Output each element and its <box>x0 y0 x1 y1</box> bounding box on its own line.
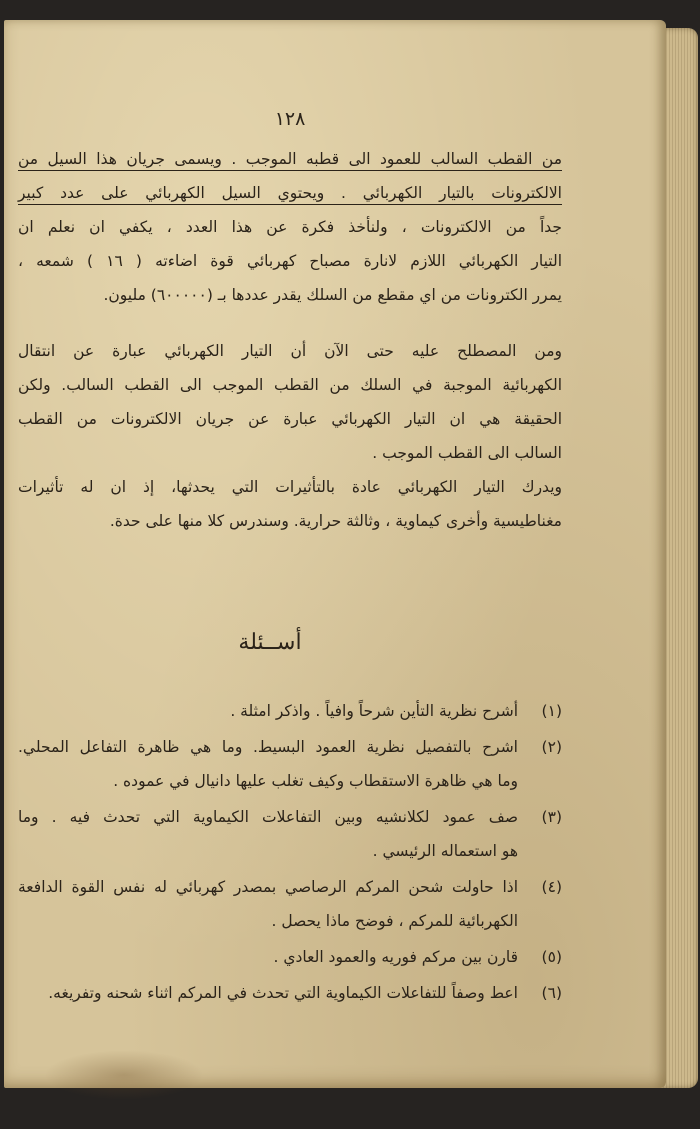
question-item <box>18 870 562 938</box>
paragraph-line: ومن المصطلح عليه حتى الآن أن التيار الكهربائي عبارة عن انتقال <box>18 342 562 360</box>
question-text: صف عمود لكلانشيه وبين التفاعلات الكيماوية التي تحدث فيه . وما <box>18 808 518 826</box>
question-text: وما هي ظاهرة الاستقطاب وكيف تغلب عليها دانيال في عموده . <box>113 772 518 790</box>
question-item <box>18 976 562 1010</box>
paragraph-line: التيار الكهربائي اللازم لانارة مصباح كهربائي قوة اضاءته ( ١٦ ) شمعه ، <box>18 252 562 270</box>
question-text: أشرح نظرية التأين شرحاً وافياً . واذكر امثلة . <box>230 702 518 720</box>
paragraph-line: الكهربائية الموجبة في السلك من القطب الموجب الى القطب السالب. ولكن <box>18 376 562 394</box>
paragraph-current-convention <box>18 334 562 470</box>
question-item <box>18 800 562 868</box>
question-item <box>18 694 562 728</box>
question-number: (٤) <box>541 878 562 896</box>
page-number: ١٢٨ <box>274 108 306 130</box>
paragraph-line: من القطب السالب للعمود الى قطبه الموجب . ويسمى جريان هذا السيل من <box>18 150 562 168</box>
paragraph-line: الالكترونات بالتيار الكهربائي . ويحتوي السيل الكهربائي على عدد كبير <box>18 184 562 202</box>
question-number: (٢) <box>541 738 562 756</box>
paragraph-line: مغناطيسية وأخرى كيماوية ، وثالثة حرارية. وسندرس كلا منها على حدة. <box>109 512 562 530</box>
question-text: الكهربائية للمركم ، فوضح ماذا يحصل . <box>271 912 518 930</box>
question-text: قارن بين مركم فوريه والعمود العادي . <box>273 948 518 966</box>
question-number: (٣) <box>541 808 562 826</box>
question-text: هو استعماله الرئيسي . <box>372 842 518 860</box>
paragraph-line: ويدرك التيار الكهربائي عادة بالتأثيرات التي يحدثها، إذ ان له تأثيرات <box>18 478 562 496</box>
question-number: (١) <box>541 702 562 720</box>
question-text: اذا حاولت شحن المركم الرصاصي بمصدر كهربائي له نفس القوة الدافعة <box>18 878 518 896</box>
question-number: (٦) <box>541 984 562 1002</box>
questions-heading: أســئلة <box>238 630 302 655</box>
question-text: اشرح بالتفصيل نظرية العمود البسيط. وما هي ظاهرة التفاعل المحلي. <box>18 738 518 756</box>
question-text: اعط وصفاً للتفاعلات الكيماوية التي تحدث في المركم اثناء شحنه وتفريغه. <box>48 984 518 1002</box>
question-item <box>18 940 562 974</box>
paragraph-line: السالب الى القطب الموجب . <box>372 444 562 462</box>
paragraph-line: يمرر الكترونات من اي مقطع من السلك يقدر عددها بـ (٦٠٠٠٠٠) مليون. <box>103 286 562 304</box>
paragraph-current-effects <box>18 470 562 538</box>
question-item <box>18 730 562 798</box>
paragraph-line: جداً من الالكترونات ، ولنأخذ فكرة عن هذا العدد ، يكفي ان نعلم ان <box>18 218 562 236</box>
questions-list <box>18 694 562 1010</box>
paragraph-line: الحقيقة هي ان التيار الكهربائي عبارة عن جريان الالكترونات من القطب <box>18 410 562 428</box>
question-number: (٥) <box>541 948 562 966</box>
paragraph-electron-flow <box>18 142 562 312</box>
page-stain <box>44 1050 204 1100</box>
